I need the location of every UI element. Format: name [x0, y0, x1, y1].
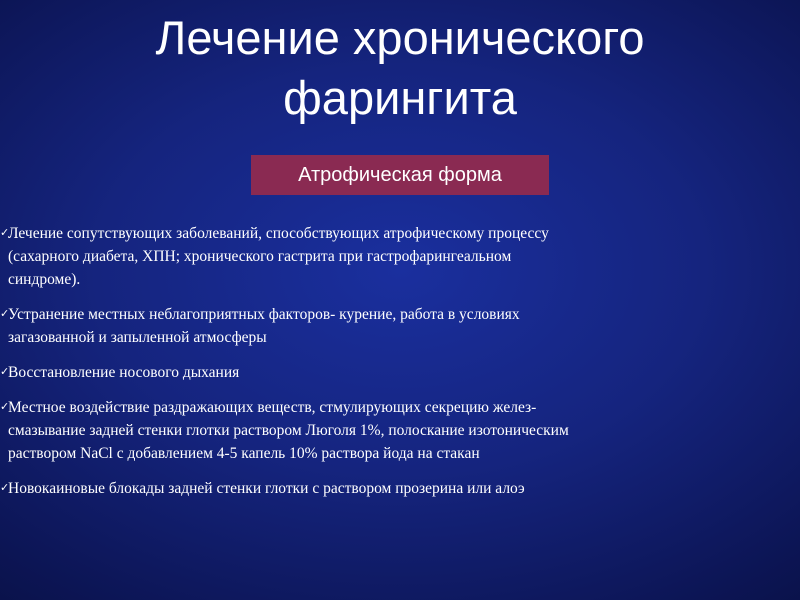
title-line-2: фарингита [283, 71, 517, 124]
bullet-text: Восстановление носового дыхания [8, 364, 240, 381]
form-badge: Атрофическая форма [251, 155, 549, 195]
bullet-text: Новокаиновые блокады задней стенки глотки с раствором прозерина или алоэ [8, 480, 525, 497]
bullet-text: Местное воздействие раздражающих веществ, стмулирующих секрецию желез- [8, 399, 537, 416]
bullet-item [0, 477, 796, 500]
bullet-text: загазованной и запыленной атмосферы [8, 329, 267, 346]
bullet-item [0, 222, 796, 291]
bullet-text: раствором NaCl с добавлением 4-5 капель 10% раствора йода на стакан [8, 445, 480, 462]
bullet-text: Лечение сопутствующих заболеваний, способствующих атрофическому процессу [8, 225, 549, 242]
title-line-1: Лечение хронического [155, 11, 645, 64]
check-icon: ✓ [0, 307, 10, 320]
bullet-text: (сахарного диабета, ХПН; хронического гастрита при гастрофарингеальном [8, 248, 512, 265]
bullet-text: синдроме). [8, 271, 81, 288]
bullet-item [0, 303, 796, 349]
bullet-item [0, 396, 796, 465]
check-icon: ✓ [0, 481, 10, 494]
check-icon: ✓ [0, 226, 10, 239]
bullet-list [0, 222, 796, 512]
bullet-text: Устранение местных неблагоприятных факторов- курение, работа в условиях [8, 306, 520, 323]
check-icon: ✓ [0, 400, 10, 413]
slide-title [0, 8, 800, 128]
bullet-item [0, 361, 796, 384]
bullet-text: смазывание задней стенки глотки раствором Люголя 1%, полоскание изотоническим [8, 422, 569, 439]
check-icon: ✓ [0, 365, 10, 378]
